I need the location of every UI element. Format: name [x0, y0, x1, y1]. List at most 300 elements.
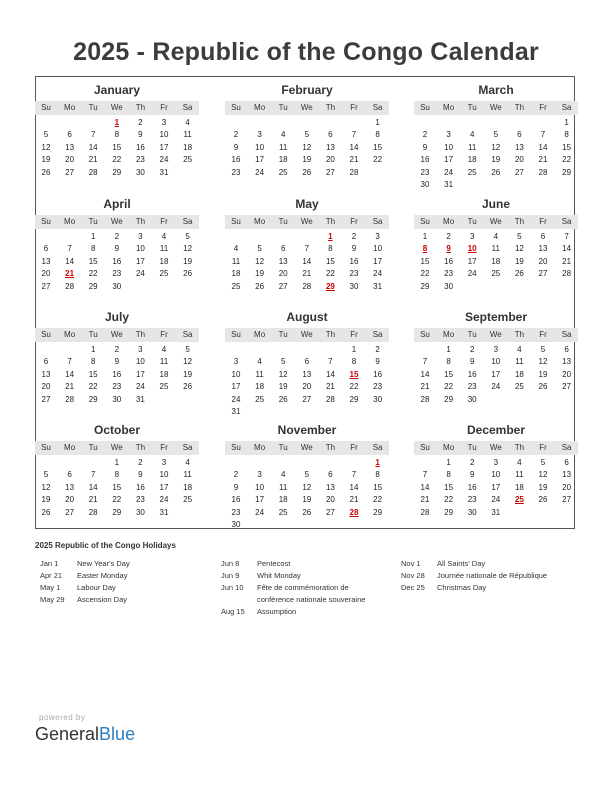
month-name: May [295, 197, 319, 211]
date-cell: 27 [41, 394, 51, 404]
holiday-row [40, 595, 215, 605]
date-cell: 10 [373, 244, 383, 254]
date-cell: 17 [231, 382, 241, 392]
holiday-name: Labour Day [77, 583, 116, 592]
date-cell: 26 [538, 495, 548, 505]
weekday-label: Mo [443, 103, 455, 112]
generalblue-logo[interactable] [35, 724, 135, 745]
date-cell: 4 [517, 345, 522, 354]
date-cell: 20 [41, 382, 51, 392]
weekday-label: Tu [467, 443, 477, 452]
date-cell: 13 [325, 142, 335, 152]
date-cell: 20 [41, 269, 51, 279]
date-cell: 5 [304, 130, 310, 140]
date-cell: 9 [114, 244, 120, 254]
date-cell: 16 [467, 482, 477, 492]
date-cell: 4 [280, 470, 286, 480]
date-cell: 20 [562, 482, 572, 492]
date-cell: 28 [88, 167, 98, 177]
date-cell: 23 [231, 507, 241, 517]
date-cell: 13 [65, 142, 75, 152]
weekday-label: Th [325, 217, 336, 226]
date-cell: 28 [65, 394, 75, 404]
weekday-label: Mo [443, 217, 455, 226]
weekday-label: Tu [88, 330, 98, 339]
date-cell: 22 [420, 269, 430, 279]
weekday-label: Fr [539, 103, 547, 112]
date-cell: 8 [114, 470, 120, 480]
date-cell: 22 [349, 382, 359, 392]
holiday-row [221, 583, 396, 593]
date-cell: 24 [255, 167, 265, 177]
date-cell: 17 [491, 369, 501, 379]
date-cell: 7 [564, 232, 569, 241]
date-cell: 22 [325, 269, 335, 279]
date-cell: 10 [491, 357, 501, 367]
weekday-label: Fr [160, 443, 168, 452]
date-cell: 19 [255, 269, 265, 279]
date-cell: 19 [538, 482, 548, 492]
date-cell: 25 [159, 382, 169, 392]
date-cell: 29 [88, 281, 98, 291]
weekday-label: We [300, 443, 313, 452]
date-cell: 5 [43, 470, 49, 480]
date-cell: 31 [159, 507, 169, 517]
holiday-date-text: Jun 10 [221, 583, 244, 592]
date-cell: 7 [67, 244, 72, 254]
weekday-label: Fr [350, 443, 358, 452]
date-cell: 28 [65, 281, 75, 291]
weekday-label: Sa [561, 217, 572, 226]
date-cell: 26 [302, 507, 312, 517]
weekday-label: Sa [182, 217, 193, 226]
weekday-label: Su [420, 443, 430, 452]
date-cell: 3 [493, 458, 499, 467]
date-cell: 2 [233, 470, 239, 480]
date-cell: 30 [467, 394, 477, 404]
date-cell: 5 [540, 458, 546, 467]
date-cell: 3 [493, 345, 499, 354]
date-cell: 28 [88, 507, 98, 517]
weekday-label: Su [41, 217, 51, 226]
weekday-label: Sa [561, 443, 572, 452]
date-cell: 1 [90, 345, 96, 354]
weekday-label: Su [41, 330, 51, 339]
weekday-label: Mo [254, 103, 266, 112]
date-cell: 7 [67, 357, 72, 367]
date-cell: 15 [88, 256, 98, 266]
date-cell: 7 [328, 357, 333, 367]
weekday-label: Mo [254, 217, 266, 226]
date-cell: 2 [375, 345, 380, 354]
date-cell: 26 [183, 382, 193, 392]
date-cell: 19 [41, 495, 51, 505]
weekday-label: Sa [182, 103, 193, 112]
date-cell: 20 [65, 155, 75, 165]
date-cell: 24 [159, 495, 169, 505]
date-cell: 4 [257, 357, 262, 367]
date-cell: 24 [255, 507, 265, 517]
month-february [231, 83, 383, 193]
date-cell: 6 [67, 470, 72, 480]
date-cell: 6 [564, 458, 569, 467]
month-name: March [478, 83, 514, 97]
holiday-date: 8 [422, 244, 428, 254]
weekday-label: We [110, 217, 123, 226]
date-cell: 11 [279, 482, 288, 492]
date-cell: 27 [562, 382, 572, 392]
date-cell: 23 [373, 382, 383, 392]
date-cell: 7 [422, 357, 428, 367]
date-cell: 19 [302, 155, 312, 165]
date-cell: 25 [255, 394, 265, 404]
month-june [420, 197, 572, 307]
date-cell: 6 [304, 357, 310, 367]
date-cell: 17 [135, 369, 145, 379]
weekday-label: Mo [64, 103, 76, 112]
date-cell: 11 [159, 244, 169, 254]
date-cell: 1 [446, 458, 451, 467]
holiday-date: 28 [349, 507, 359, 517]
date-cell: 11 [255, 369, 264, 379]
date-cell: 15 [420, 256, 430, 266]
holiday-date: 1 [328, 232, 333, 241]
date-cell: 2 [469, 345, 475, 354]
weekday-label: Fr [539, 330, 547, 339]
weekday-header [414, 101, 578, 115]
weekday-label: Th [325, 103, 336, 112]
date-cell: 27 [41, 281, 51, 291]
date-cell: 29 [562, 167, 572, 177]
date-cell: 8 [90, 244, 96, 254]
weekday-label: Sa [561, 330, 572, 339]
date-cell: 4 [161, 232, 167, 241]
date-cell: 13 [41, 369, 51, 379]
weekday-label: Mo [64, 330, 76, 339]
date-cell: 11 [515, 470, 524, 480]
date-cell: 30 [349, 281, 359, 291]
date-cell: 27 [514, 167, 524, 177]
holiday-name: Assumption [257, 607, 297, 616]
date-cell: 8 [351, 357, 357, 367]
weekday-label: Su [231, 443, 241, 452]
holiday-date: 1 [114, 118, 120, 127]
date-cell: 14 [302, 256, 312, 266]
date-cell: 14 [65, 256, 75, 266]
date-cell: 28 [420, 507, 430, 517]
date-cell: 25 [467, 167, 477, 177]
weekday-label: Mo [64, 443, 76, 452]
weekday-label: Su [420, 217, 430, 226]
date-cell: 16 [444, 256, 454, 266]
holiday-date-text: May 1 [40, 583, 61, 592]
date-cell: 4 [233, 244, 239, 254]
date-cell: 9 [375, 357, 380, 367]
date-cell: 23 [444, 269, 454, 279]
date-cell: 31 [491, 507, 501, 517]
date-cell: 1 [375, 118, 380, 127]
date-cell: 9 [233, 482, 239, 492]
month-name: December [466, 423, 526, 437]
date-cell: 10 [159, 470, 169, 480]
holiday-row [401, 583, 576, 593]
date-cell: 25 [278, 507, 288, 517]
date-cell: 27 [302, 394, 312, 404]
date-cell: 10 [444, 142, 454, 152]
date-cell: 26 [514, 269, 524, 279]
date-cell: 17 [467, 256, 477, 266]
holiday-name: All Saints' Day [437, 559, 486, 568]
date-cell: 1 [114, 458, 120, 467]
date-cell: 30 [231, 520, 241, 529]
date-cell: 22 [88, 269, 98, 279]
date-cell: 2 [138, 458, 143, 467]
date-cell: 21 [420, 495, 430, 505]
date-cell: 26 [183, 269, 193, 279]
date-cell: 14 [325, 369, 335, 379]
date-cell: 8 [564, 130, 569, 140]
date-cell: 19 [183, 369, 193, 379]
date-cell: 30 [444, 281, 454, 291]
date-cell: 31 [231, 407, 241, 416]
date-cell: 31 [444, 180, 454, 189]
date-cell: 16 [135, 142, 145, 152]
date-cell: 21 [325, 382, 335, 392]
date-cell: 17 [255, 155, 265, 165]
weekday-label: Sa [182, 443, 193, 452]
weekday-label: Tu [467, 330, 477, 339]
date-cell: 15 [444, 369, 454, 379]
date-cell: 28 [302, 281, 312, 291]
date-cell: 6 [540, 232, 546, 241]
date-cell: 28 [325, 394, 335, 404]
date-cell: 26 [41, 167, 51, 177]
date-cell: 1 [564, 118, 569, 127]
date-cell: 18 [183, 482, 193, 492]
date-cell: 12 [302, 142, 312, 152]
date-cell: 19 [302, 495, 312, 505]
date-cell: 25 [159, 269, 169, 279]
date-cell: 12 [538, 470, 548, 480]
date-cell: 3 [257, 130, 262, 140]
date-cell: 16 [135, 482, 145, 492]
date-cell: 12 [302, 482, 312, 492]
holiday-row [221, 559, 396, 569]
date-cell: 2 [422, 130, 428, 140]
date-cell: 3 [233, 357, 239, 367]
date-cell: 4 [469, 130, 475, 140]
date-cell: 17 [159, 482, 169, 492]
date-cell: 2 [114, 232, 120, 241]
date-cell: 18 [514, 369, 524, 379]
date-cell: 12 [255, 256, 265, 266]
weekday-label: We [110, 330, 123, 339]
date-cell: 11 [183, 470, 192, 480]
date-cell: 16 [112, 369, 122, 379]
date-cell: 15 [373, 142, 383, 152]
weekday-label: Th [135, 443, 146, 452]
date-cell: 17 [135, 256, 145, 266]
date-cell: 6 [280, 244, 286, 254]
date-cell: 25 [231, 281, 241, 291]
date-cell: 28 [538, 167, 548, 177]
date-cell: 19 [278, 382, 288, 392]
weekday-label: Th [325, 443, 336, 452]
date-cell: 22 [88, 382, 98, 392]
date-cell: 28 [562, 269, 572, 279]
weekday-header [35, 215, 199, 229]
weekday-label: Tu [467, 103, 477, 112]
date-cell: 1 [90, 232, 96, 241]
month-september [420, 310, 572, 420]
holiday-row [40, 583, 215, 593]
holiday-name: Fête de commémoration de [257, 583, 349, 592]
date-cell: 7 [90, 470, 96, 480]
date-cell: 14 [420, 369, 430, 379]
weekday-label: We [110, 443, 123, 452]
date-cell: 2 [469, 458, 475, 467]
date-cell: 9 [233, 142, 239, 152]
month-march [420, 83, 572, 193]
weekday-header [225, 328, 389, 342]
holidays-heading: 2025 Republic of the Congo Holidays [35, 541, 176, 550]
date-cell: 13 [302, 369, 312, 379]
date-cell: 2 [114, 345, 120, 354]
date-cell: 2 [446, 232, 451, 241]
holiday-name: New Year's Day [77, 559, 130, 568]
weekday-label: We [489, 103, 502, 112]
holiday-name: Ascension Day [77, 595, 128, 604]
weekday-label: We [300, 217, 313, 226]
month-name: February [281, 83, 333, 97]
date-cell: 21 [538, 155, 548, 165]
date-cell: 29 [112, 167, 122, 177]
date-cell: 18 [491, 256, 501, 266]
month-name: October [93, 423, 140, 437]
date-cell: 23 [467, 495, 477, 505]
weekday-label: Su [420, 330, 430, 339]
holiday-row [401, 571, 576, 581]
date-cell: 5 [493, 130, 499, 140]
date-cell: 15 [444, 482, 454, 492]
date-cell: 27 [325, 507, 335, 517]
date-cell: 9 [114, 357, 120, 367]
month-april [41, 197, 193, 307]
date-cell: 21 [349, 495, 359, 505]
date-cell: 11 [159, 357, 169, 367]
holiday-date: 25 [514, 495, 524, 505]
date-cell: 3 [469, 232, 475, 241]
powered-by-text: powered by [39, 713, 86, 722]
date-cell: 18 [255, 382, 265, 392]
holiday-date-text: Jun 8 [221, 559, 240, 568]
date-cell: 31 [135, 394, 145, 404]
date-cell: 28 [420, 394, 430, 404]
date-cell: 24 [231, 394, 241, 404]
date-cell: 3 [446, 130, 451, 140]
weekday-label: Mo [254, 330, 266, 339]
date-cell: 14 [349, 142, 359, 152]
holiday-name: Whit Monday [257, 571, 301, 580]
weekday-label: Tu [278, 217, 288, 226]
month-december [420, 423, 572, 533]
date-cell: 13 [562, 470, 572, 480]
date-cell: 3 [161, 118, 167, 127]
date-cell: 6 [328, 130, 333, 140]
weekday-header [35, 328, 199, 342]
weekday-label: Tu [88, 443, 98, 452]
date-cell: 3 [375, 232, 380, 241]
date-cell: 27 [278, 281, 288, 291]
date-cell: 24 [444, 167, 454, 177]
weekday-label: Fr [160, 217, 168, 226]
date-cell: 22 [373, 495, 383, 505]
weekday-header [414, 215, 578, 229]
date-cell: 12 [183, 244, 193, 254]
holiday-name: Journée nationale de République [437, 571, 548, 580]
date-cell: 29 [112, 507, 122, 517]
date-cell: 2 [351, 232, 357, 241]
date-cell: 15 [562, 142, 572, 152]
weekday-label: Tu [278, 330, 288, 339]
date-cell: 5 [540, 345, 546, 354]
date-cell: 15 [112, 482, 122, 492]
date-cell: 19 [41, 155, 51, 165]
weekday-label: We [110, 103, 123, 112]
date-cell: 16 [231, 155, 241, 165]
date-cell: 18 [231, 269, 241, 279]
month-name: September [464, 310, 528, 324]
date-cell: 1 [351, 345, 357, 354]
month-name: November [277, 423, 337, 437]
date-cell: 3 [161, 458, 167, 467]
date-cell: 15 [88, 369, 98, 379]
weekday-label: Sa [372, 103, 383, 112]
date-cell: 30 [467, 507, 477, 517]
date-cell: 18 [514, 482, 524, 492]
date-cell: 20 [562, 369, 572, 379]
date-cell: 10 [491, 470, 501, 480]
date-cell: 4 [161, 345, 167, 354]
holiday-row [401, 559, 576, 569]
date-cell: 6 [43, 244, 49, 254]
date-cell: 23 [231, 167, 241, 177]
date-cell: 18 [159, 256, 169, 266]
date-cell: 7 [351, 130, 357, 140]
date-cell: 21 [302, 269, 312, 279]
date-cell: 14 [420, 482, 430, 492]
date-cell: 20 [302, 382, 312, 392]
date-cell: 13 [278, 256, 288, 266]
date-cell: 21 [562, 256, 572, 266]
date-cell: 12 [514, 244, 524, 254]
date-cell: 5 [43, 130, 49, 140]
date-cell: 22 [112, 495, 122, 505]
date-cell: 12 [183, 357, 193, 367]
logo-general: General [35, 724, 100, 744]
date-cell: 4 [280, 130, 286, 140]
date-cell: 1 [422, 232, 428, 241]
date-cell: 9 [469, 357, 475, 367]
date-cell: 12 [41, 142, 51, 152]
weekday-label: Fr [350, 217, 358, 226]
date-cell: 11 [279, 142, 288, 152]
date-cell: 30 [112, 394, 122, 404]
date-cell: 29 [349, 394, 359, 404]
date-cell: 6 [564, 345, 569, 354]
date-cell: 16 [420, 155, 430, 165]
weekday-label: Sa [372, 330, 383, 339]
